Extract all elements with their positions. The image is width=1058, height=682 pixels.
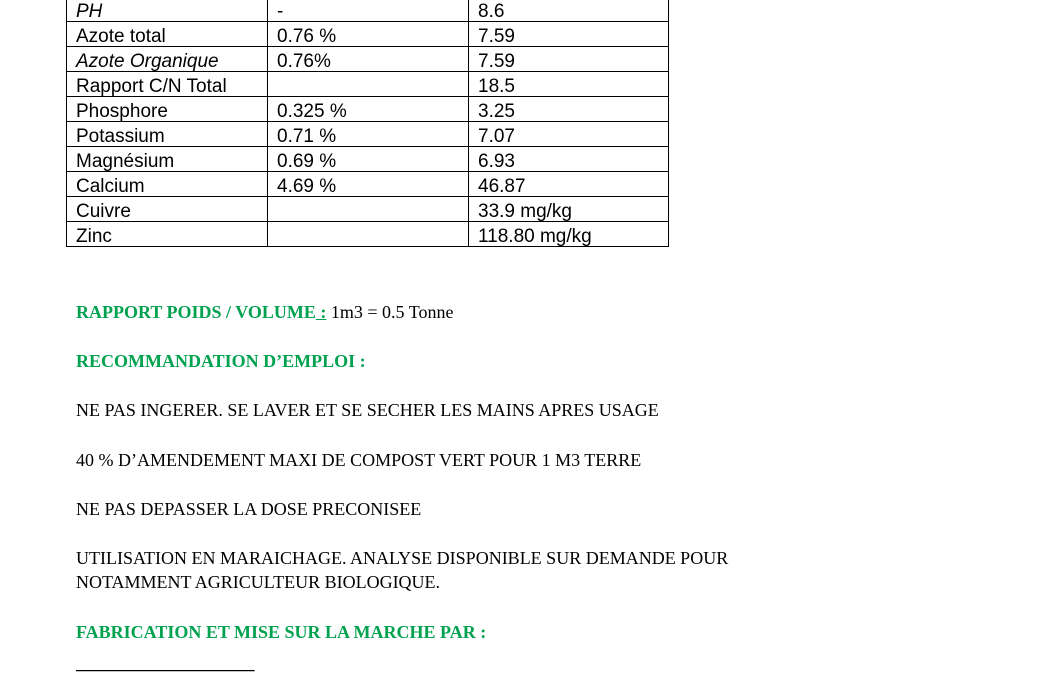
- table-row: [67, 147, 669, 172]
- manufacturer-heading: FABRICATION ET MISE SUR LA MARCHE PAR :: [76, 622, 487, 642]
- table-row: [67, 22, 669, 47]
- table-row: [67, 0, 669, 22]
- value-cell: 118.80 mg/kg: [469, 222, 669, 247]
- value-cell: 6.93: [469, 147, 669, 172]
- recommendation-line-4a: UTILISATION EN MARAICHAGE. ANALYSE DISPONIBLE SUR DEMANDE POUR: [76, 548, 729, 568]
- weight-volume-ratio: [76, 300, 453, 324]
- value-cell: 8.6: [469, 0, 669, 22]
- percent-cell: 0.69 %: [268, 147, 469, 172]
- ratio-heading: RAPPORT POIDS / VOLUME: [76, 302, 316, 322]
- value-cell: 3.25: [469, 97, 669, 122]
- value-cell: 7.07: [469, 122, 669, 147]
- recommendation-heading: RECOMMANDATION D’EMPLOI :: [76, 351, 366, 371]
- parameter-name-cell: Rapport C/N Total: [67, 72, 268, 97]
- ratio-value: 1m3 = 0.5 Tonne: [326, 302, 454, 322]
- table-row: [67, 97, 669, 122]
- table-row: [67, 197, 669, 222]
- table-row: [67, 172, 669, 197]
- ratio-colon: :: [315, 302, 327, 322]
- percent-cell: 4.69 %: [268, 172, 469, 197]
- percent-cell: -: [268, 0, 469, 22]
- table-row: [67, 222, 669, 247]
- percent-cell: 0.325 %: [268, 97, 469, 122]
- analysis-table: [66, 0, 669, 247]
- parameter-name-cell: Magnésium: [67, 147, 268, 172]
- percent-cell: 0.71 %: [268, 122, 469, 147]
- percent-cell: [268, 72, 469, 97]
- parameter-name-cell: Zinc: [67, 222, 268, 247]
- percent-cell: [268, 197, 469, 222]
- table-row: [67, 47, 669, 72]
- value-cell: 18.5: [469, 72, 669, 97]
- value-cell: 46.87: [469, 172, 669, 197]
- table-row: [67, 122, 669, 147]
- parameter-name-cell: Azote total: [67, 22, 268, 47]
- value-cell: 7.59: [469, 47, 669, 72]
- percent-cell: 0.76%: [268, 47, 469, 72]
- percent-cell: 0.76 %: [268, 22, 469, 47]
- parameter-name-cell: PH: [67, 0, 268, 22]
- recommendation-line-2: 40 % D’AMENDEMENT MAXI DE COMPOST VERT POUR 1 M3 TERRE: [76, 450, 642, 470]
- recommendation-line-3: NE PAS DEPASSER LA DOSE PRECONISEE: [76, 499, 422, 519]
- parameter-name-cell: Phosphore: [67, 97, 268, 122]
- value-cell: 7.59: [469, 22, 669, 47]
- analysis-table-body: [67, 0, 669, 247]
- table-row: [67, 72, 669, 97]
- value-cell: 33.9 mg/kg: [469, 197, 669, 222]
- percent-cell: [268, 222, 469, 247]
- parameter-name-cell: Potassium: [67, 122, 268, 147]
- recommendation-line-4b: NOTAMMENT AGRICULTEUR BIOLOGIQUE.: [76, 572, 441, 592]
- recommendation-line-1: NE PAS INGERER. SE LAVER ET SE SECHER LES MAINS APRES USAGE: [76, 400, 659, 420]
- parameter-name-cell: Azote Organique: [67, 47, 268, 72]
- cut-off-text-line: ──────────────: [76, 660, 255, 680]
- parameter-name-cell: Calcium: [67, 172, 268, 197]
- recommendation-line-4: [76, 546, 936, 594]
- parameter-name-cell: Cuivre: [67, 197, 268, 222]
